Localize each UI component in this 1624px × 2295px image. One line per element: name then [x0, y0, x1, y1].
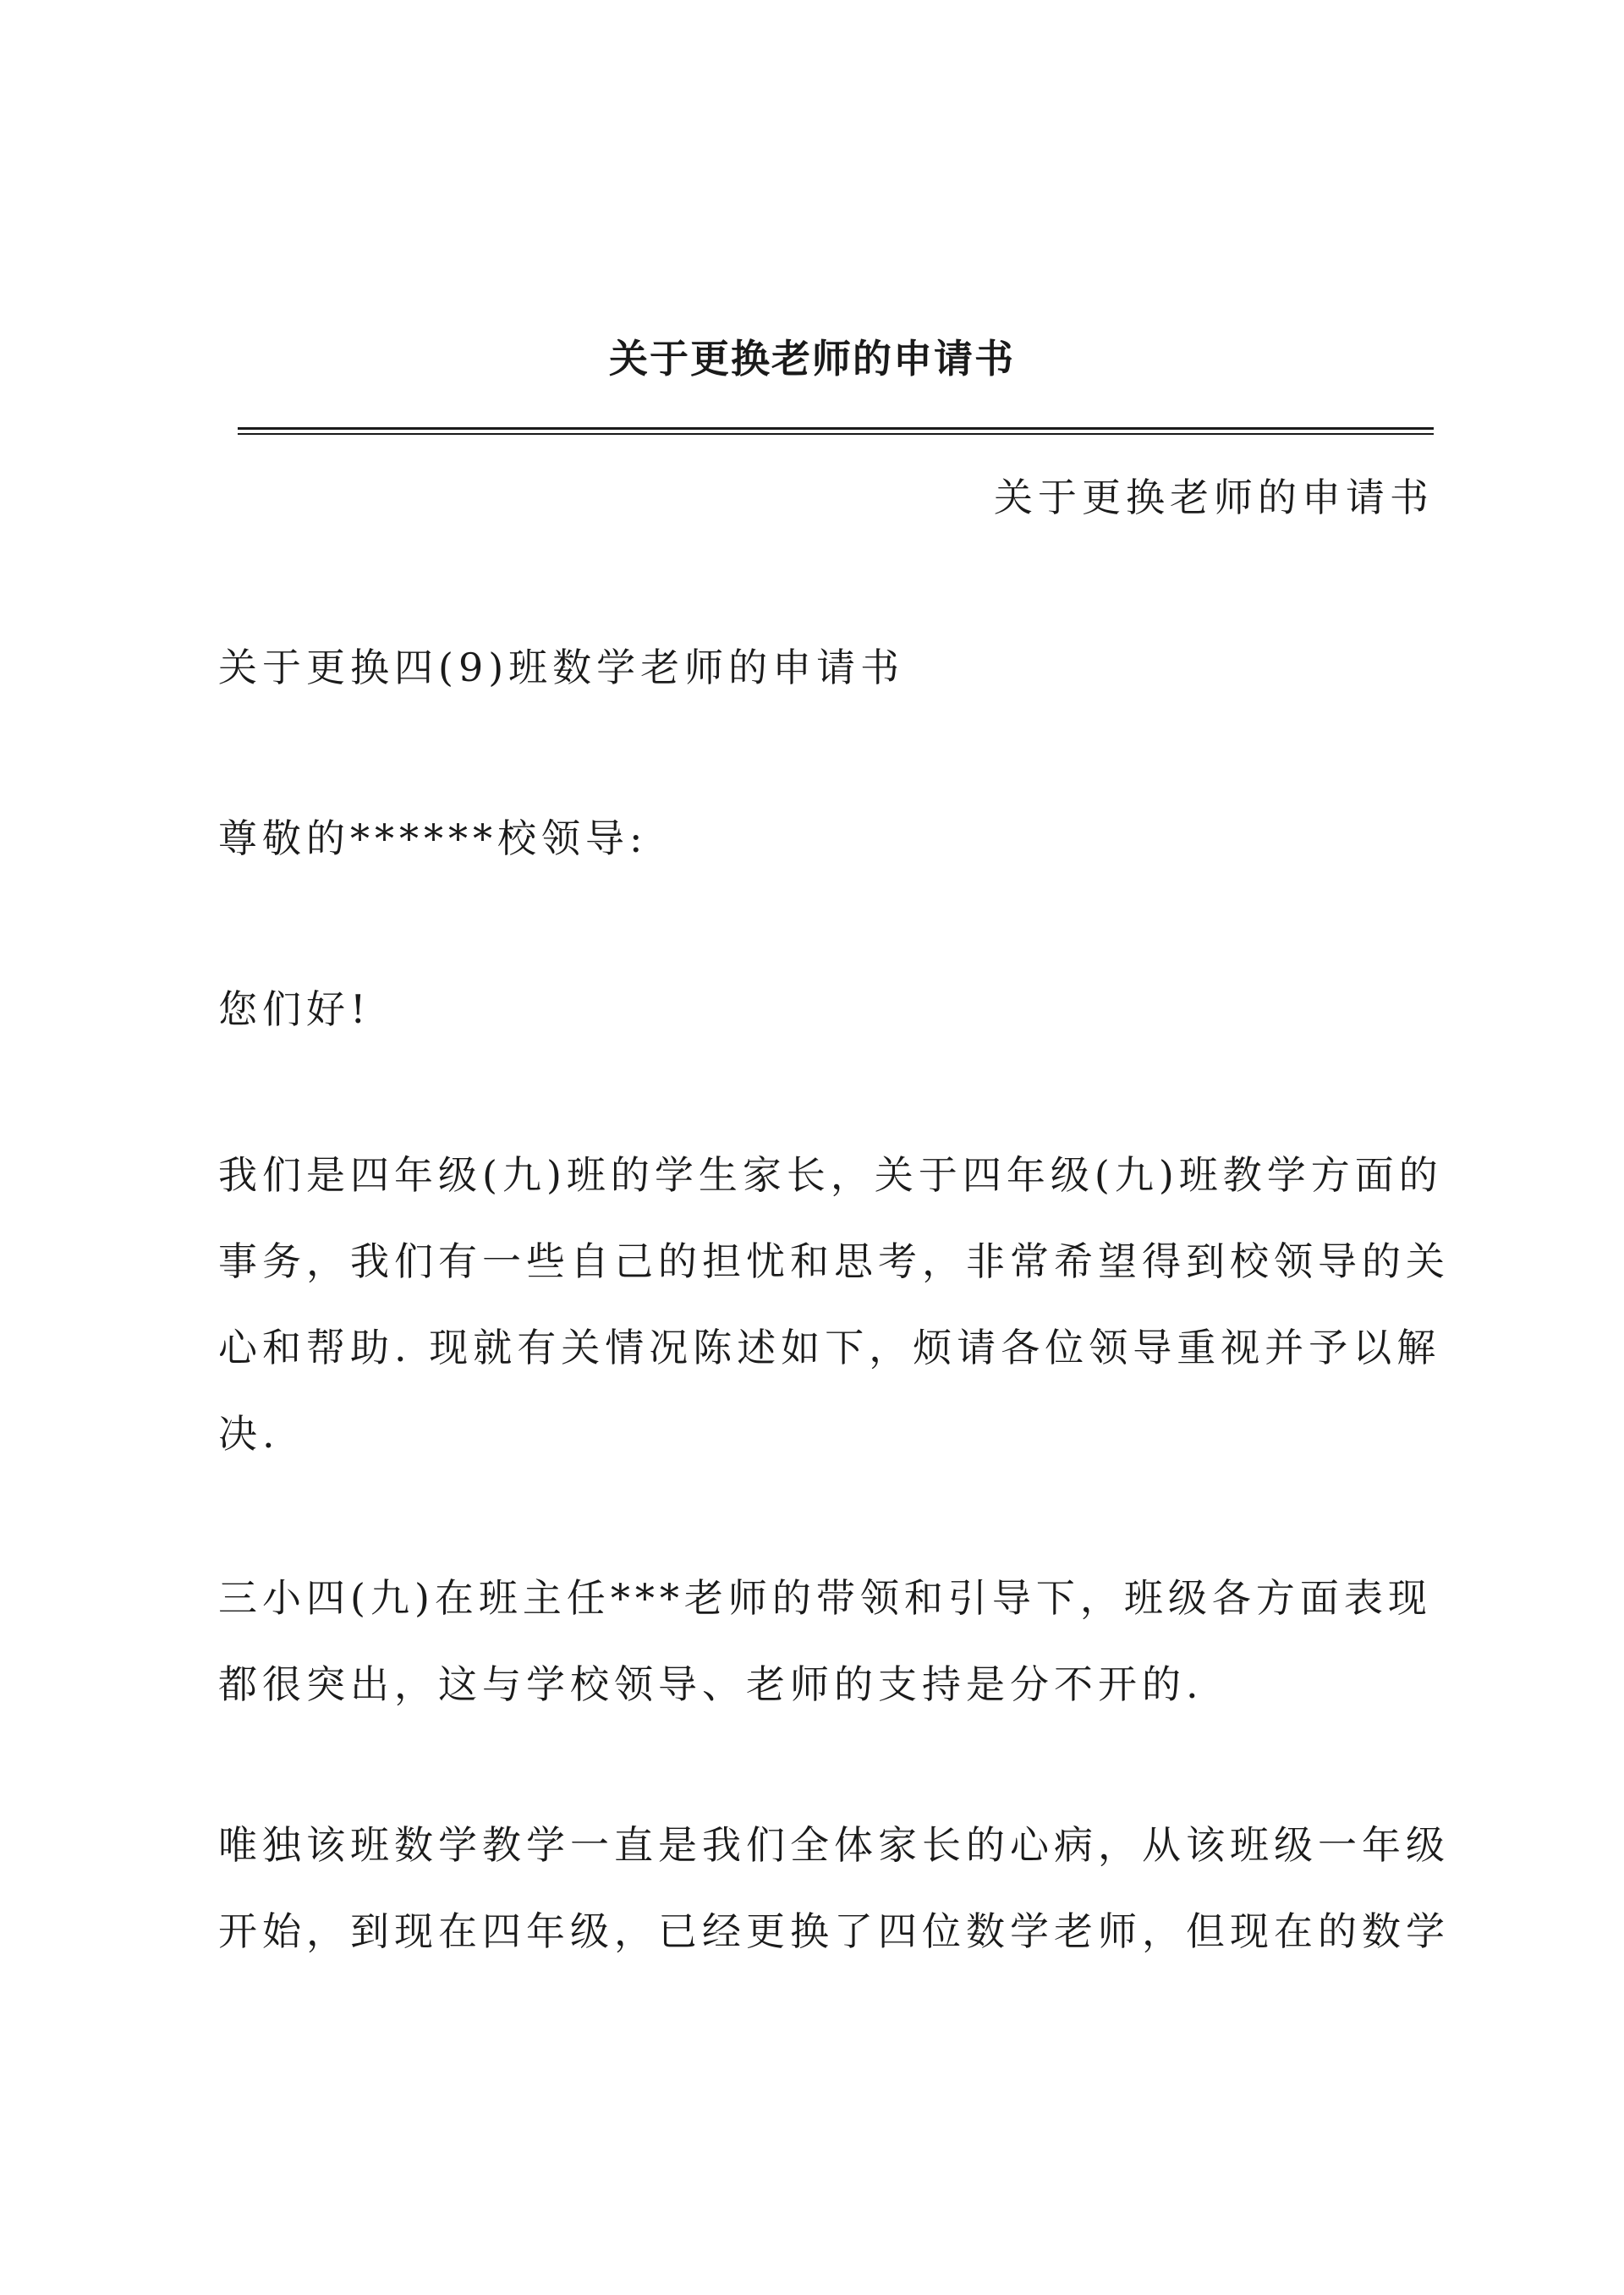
title-divider-thin [238, 433, 1434, 435]
greeting: 您们好! [218, 986, 371, 1032]
salutation: 尊敬的******校领导: [218, 815, 648, 861]
title-divider-thick [238, 427, 1434, 430]
text-line: 事务，我们有一些自己的担忧和思考，非常希望得到校领导的关 [218, 1238, 1450, 1284]
text-line: 三小四(九)在班主任***老师的带领和引导下，班级各方面表现 [218, 1575, 1432, 1621]
body-paragraph-3 [218, 1802, 1450, 1974]
body-paragraph-1 [218, 1132, 1450, 1477]
text-line: 决. [218, 1411, 280, 1457]
text-line: 唯独该班数学教学一直是我们全体家长的心病，从该班级一年级 [218, 1822, 1450, 1868]
text-line: 都很突出，这与学校领导、老师的支持是分不开的. [218, 1661, 1204, 1707]
subject-line: 关于更换四(9)班数学老师的申请书 [218, 645, 905, 690]
body-paragraph-2 [218, 1555, 1436, 1727]
document-title: 关于更换老师的申请书 [609, 336, 1015, 382]
text-line: 我们是四年级(九)班的学生家长，关于四年级(九)班教学方面的 [218, 1152, 1443, 1198]
text-line: 心和帮助. 现就有关情况陈述如下，烦请各位领导重视并予以解 [218, 1325, 1441, 1370]
running-header: 关于更换老师的申请书 [994, 475, 1434, 520]
text-line: 开始，到现在四年级，已经更换了四位数学老师，但现在的数学 [218, 1908, 1450, 1954]
